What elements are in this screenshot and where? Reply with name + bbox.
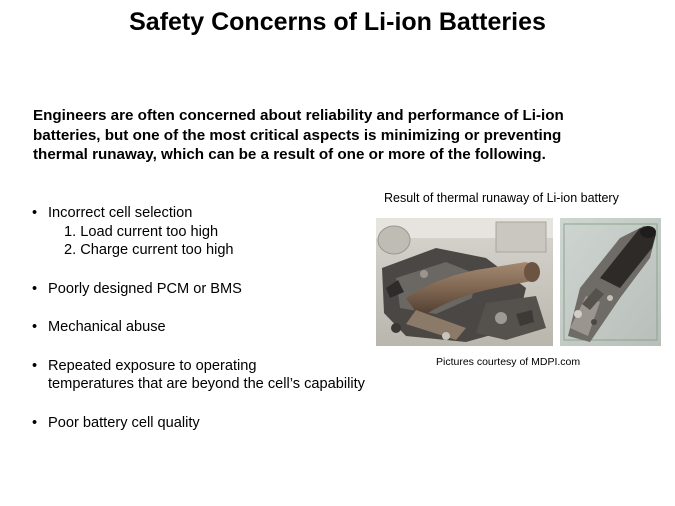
intro-line: Engineers are often concerned about reliability and performance of Li-ion [33, 107, 564, 124]
bullet-dot: • [32, 357, 38, 374]
bullet-dot: • [32, 414, 38, 431]
bullet-text: Repeated exposure to operating [48, 357, 257, 374]
bullet-text: Poor battery cell quality [48, 414, 200, 431]
figure-caption: Result of thermal runaway of Li-ion battery [384, 191, 619, 205]
bullet-dot: • [32, 280, 38, 297]
sub-item: 1. Load current too high [64, 223, 219, 240]
bullet-item [32, 318, 412, 337]
burned-battery-image [376, 218, 553, 346]
slide-title: Safety Concerns of Li-ion Batteries [129, 8, 546, 36]
sub-item: 2. Charge current too high [64, 242, 234, 258]
bullet-item [32, 357, 412, 394]
burned-battery-photo [376, 218, 553, 346]
bullet-item [32, 204, 412, 260]
bullet-dot: • [32, 205, 38, 221]
bullet-text: Poorly designed PCM or BMS [48, 280, 242, 297]
bullet-continuation: temperatures that are beyond the cell’s capability [48, 376, 365, 392]
burned-cell-photo [560, 218, 661, 346]
bullet-text: Mechanical abuse [48, 319, 166, 335]
bullet-text: Incorrect cell selection [48, 205, 193, 221]
bullet-item [32, 414, 412, 433]
bullet-list [32, 204, 412, 432]
burned-cell-image [560, 218, 661, 346]
image-credit: Pictures courtesy of MDPI.com [436, 356, 581, 368]
intro-line: thermal runaway, which can be a result of one or more of the following. [33, 146, 546, 163]
bullet-item [32, 280, 412, 299]
bullet-dot: • [32, 319, 38, 335]
intro-paragraph [33, 106, 653, 165]
intro-line: batteries, but one of the most critical aspects is minimizing or preventing [33, 126, 562, 144]
